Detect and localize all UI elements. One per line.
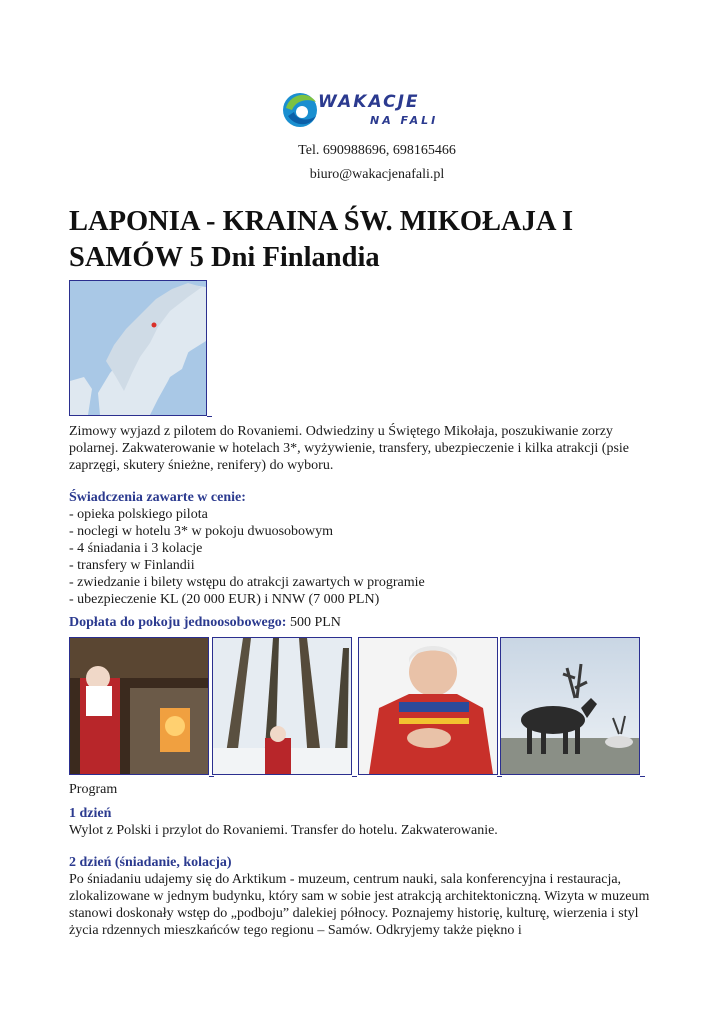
title-line-1: LAPONIA - KRAINA ŚW. MIKOŁAJA I [69, 206, 574, 237]
list-item: - ubezpieczenie KL (20 000 EUR) i NNW (7 000 PLN) [69, 592, 380, 607]
logo-text-primary: WAKACJE [318, 92, 420, 112]
list-item: - opieka polskiego pilota [69, 507, 208, 522]
day-2-text: Po śniadaniu udajemy się do Arktikum - muzeum, centrum nauki, sala konferencyjna i restauracja, zlokalizowane w jednym budynku, który sam w sobie jest atrakcją architektoniczną. Wizyta w muzeum stanowi doskonały wstęp do „podboju” dalekiej północy. Poznajemy historię, kulturę, wierzenia i styl życia rdzennych mieszkańców tego regionu – Samów. Odkryjemy także piękno i [69, 872, 650, 938]
link-underline [640, 776, 645, 777]
photo-reindeer-illustration [501, 638, 639, 774]
page-title [69, 204, 669, 276]
link-underline [209, 776, 214, 777]
supplement-label: Dopłata do pokoju jednoosobowego: [69, 615, 287, 630]
day-1 [69, 805, 659, 839]
day-1-title: 1 dzień [69, 806, 112, 821]
contact-email[interactable]: biuro@wakacjenafali.pl [309, 167, 445, 182]
day-2-title: 2 dzień (śniadanie, kolacja) [69, 855, 232, 870]
scandinavia-map-image[interactable] [69, 280, 207, 416]
photo-sami-craftswoman[interactable] [358, 637, 498, 775]
day-2 [69, 854, 659, 939]
photo-santa-forest[interactable] [212, 637, 352, 775]
day-1-text: Wylot z Polski i przylot do Rovaniemi. Transfer do hotelu. Zakwaterowanie. [69, 823, 498, 838]
title-line-2: SAMÓW 5 Dni Finlandia [69, 242, 380, 273]
photo-santa-cabin-illustration [70, 638, 208, 774]
list-item: - transfery w Finlandii [69, 558, 195, 573]
map-illustration [70, 281, 206, 415]
program-label: Program [69, 782, 118, 797]
supplement-value: 500 PLN [289, 615, 341, 630]
logo-text-secondary: NA FALI [370, 114, 439, 127]
included-heading: Świadczenia zawarte w cenie: [69, 490, 246, 505]
list-item: - 4 śniadania i 3 kolacje [69, 541, 203, 556]
list-item: - noclegi w hotelu 3* w pokoju dwuosobowym [69, 524, 334, 539]
photo-reindeer[interactable] [500, 637, 640, 775]
wave-logo-icon [282, 88, 318, 132]
intro-paragraph: Zimowy wyjazd z pilotem do Rovaniemi. Odwiedziny u Świętego Mikołaja, poszukiwanie zorzy polarnej. Zakwaterowanie w hotelach 3*, wyżywienie, transfery, ubezpieczenie i kilka atrakcji (psie zaprzęgi, skutery śnieżne, renifery) do wyboru. [69, 424, 630, 473]
included-list [69, 506, 659, 608]
link-underline [352, 776, 357, 777]
company-logo [282, 86, 454, 134]
list-item: - zwiedzanie i bilety wstępu do atrakcji zawartych w programie [69, 575, 425, 590]
photo-santa-cabin[interactable] [69, 637, 209, 775]
link-underline [207, 416, 212, 417]
included-section [69, 489, 659, 608]
contact-phone: Tel. 690988696, 698165466 [298, 143, 456, 158]
link-underline [497, 776, 502, 777]
supplement-line [69, 614, 659, 631]
photo-santa-forest-illustration [213, 638, 351, 774]
photo-sami-craftswoman-illustration [359, 638, 497, 774]
